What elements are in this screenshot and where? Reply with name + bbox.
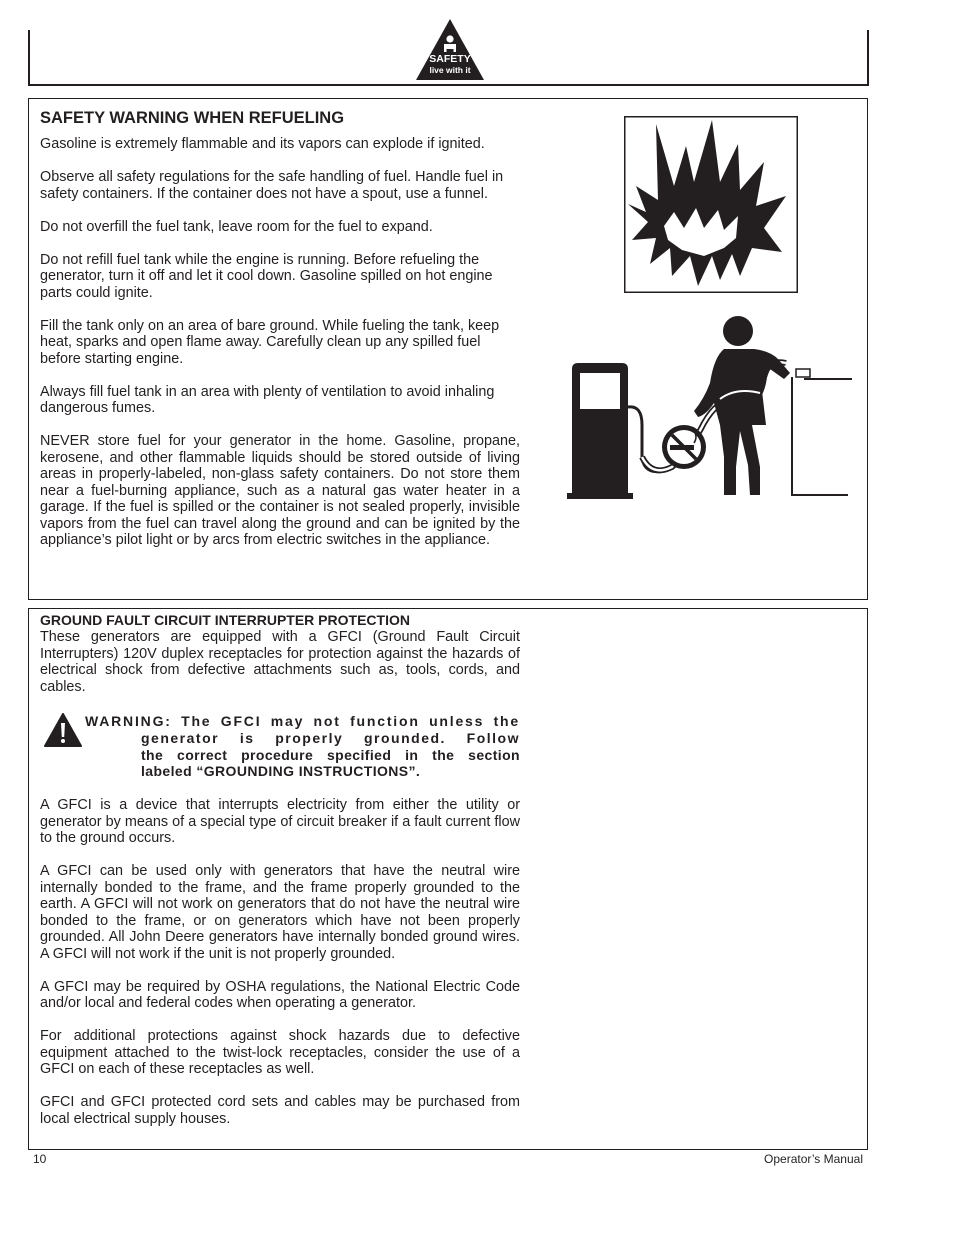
refueling-paragraph: Fill the tank only on an area of bare ground. While fueling the tank, keep heat, sparks and open flame away. Carefully clean up any spilled fuel before starting engine. (40, 317, 500, 367)
header-rule-left (28, 30, 30, 85)
badge-line2: live with it (429, 65, 471, 75)
refueling-paragraph: Gasoline is extremely flammable and its vapors can explode if ignited. (40, 136, 485, 152)
warning-triangle-icon (44, 713, 82, 747)
refueling-paragraph: Do not refill fuel tank while the engine is running. Before refueling the generator, turn it off and let it cool down. Gasoline spilled on hot engine parts could ignite. (40, 251, 493, 301)
badge-line1: SAFETY (429, 53, 471, 65)
refueling-paragraph: NEVER store fuel for your generator in the home. Gasoline, propane, kerosene, and other flammable liquids should be stored outside of living areas in properly-labeled, non-glass safety containers. Do not store them near a fuel-burning appliance, such as a natural gas water heater in a garage. If the fuel is spilled or the container is not sealed properly, invisible vapors from the fuel can travel along the ground and can be ignited by the appliance’s pilot light or by arcs from electric switches in the appliance. (40, 433, 520, 548)
gfci-section (28, 608, 868, 1150)
gfci-paragraph: A GFCI may be required by OSHA regulations, the National Electric Code and/or local and federal codes when operating a generator. (40, 978, 520, 1011)
header-rule-right (867, 30, 869, 85)
gfci-text-column (40, 612, 520, 1127)
grounding-warning (40, 713, 520, 781)
header-rule-bottom (28, 84, 869, 86)
refueling-text-column (40, 108, 520, 549)
refueling-safety-section (28, 98, 868, 600)
explosion-illustration (624, 116, 798, 293)
warning-line: WARNING: The GFCI may not function unless the (85, 713, 520, 729)
gfci-paragraph: For additional protections against shock hazards due to defective equipment attached to the twist-lock receptacles, consider the use of a GFCI on each of these receptacles as well. (40, 1028, 520, 1077)
gfci-paragraph: A GFCI can be used only with generators that have the neutral wire internally bonded to the frame, and the frame properly grounded to the earth. A GFCI will not work on generators that do not have the neutral wire bonded to the frame, or on generators which have not been properly grounded. All John Deere generators have internally bonded ground wires. A GFCI will not work if the unit is not properly grounded. (40, 863, 520, 962)
page-number: 10 (33, 1152, 47, 1166)
safety-badge (414, 18, 486, 82)
warning-text (85, 713, 520, 780)
gfci-paragraph: GFCI and GFCI protected cord sets and cables may be purchased from local electrical supply houses. (40, 1094, 520, 1127)
warning-line: the correct procedure specified in the section (141, 746, 520, 763)
gfci-intro: These generators are equipped with a GFCI (Ground Fault Circuit Interrupters) 120V duplex receptacles for protection against the hazards of electrical shock from defective attachments such as, tools, cords, and cables. (40, 629, 520, 695)
refueling-paragraph: Observe all safety regulations for the safe handling of fuel. Handle fuel in safety containers. If the container does not have a spout, use a funnel. (40, 169, 504, 202)
explosion-icon (624, 116, 798, 293)
warning-line: generator is properly grounded. Follow (141, 729, 520, 746)
no-smoking-roundel (662, 425, 706, 469)
refueling-person-illustration (564, 307, 856, 503)
fuel-pump-person-icon (564, 307, 856, 503)
refueling-title: SAFETY WARNING WHEN REFUELING (40, 109, 345, 127)
safety-triangle-icon (414, 18, 486, 82)
gfci-paragraph: A GFCI is a device that interrupts electricity from either the utility or generator by means of a special type of circuit breaker if a fault current flow to the ground occurs. (40, 797, 520, 846)
refueling-paragraph: Do not overfill the fuel tank, leave room for the fuel to expand. (40, 218, 433, 235)
warning-line: labeled “GROUNDING INSTRUCTIONS”. (141, 763, 421, 780)
manual-label: Operator’s Manual (764, 1152, 863, 1166)
gfci-title: GROUND FAULT CIRCUIT INTERRUPTER PROTECTION (40, 612, 410, 628)
refueling-paragraph: Always fill fuel tank in an area with plenty of ventilation to avoid inhaling dangerous fumes. (40, 383, 495, 416)
